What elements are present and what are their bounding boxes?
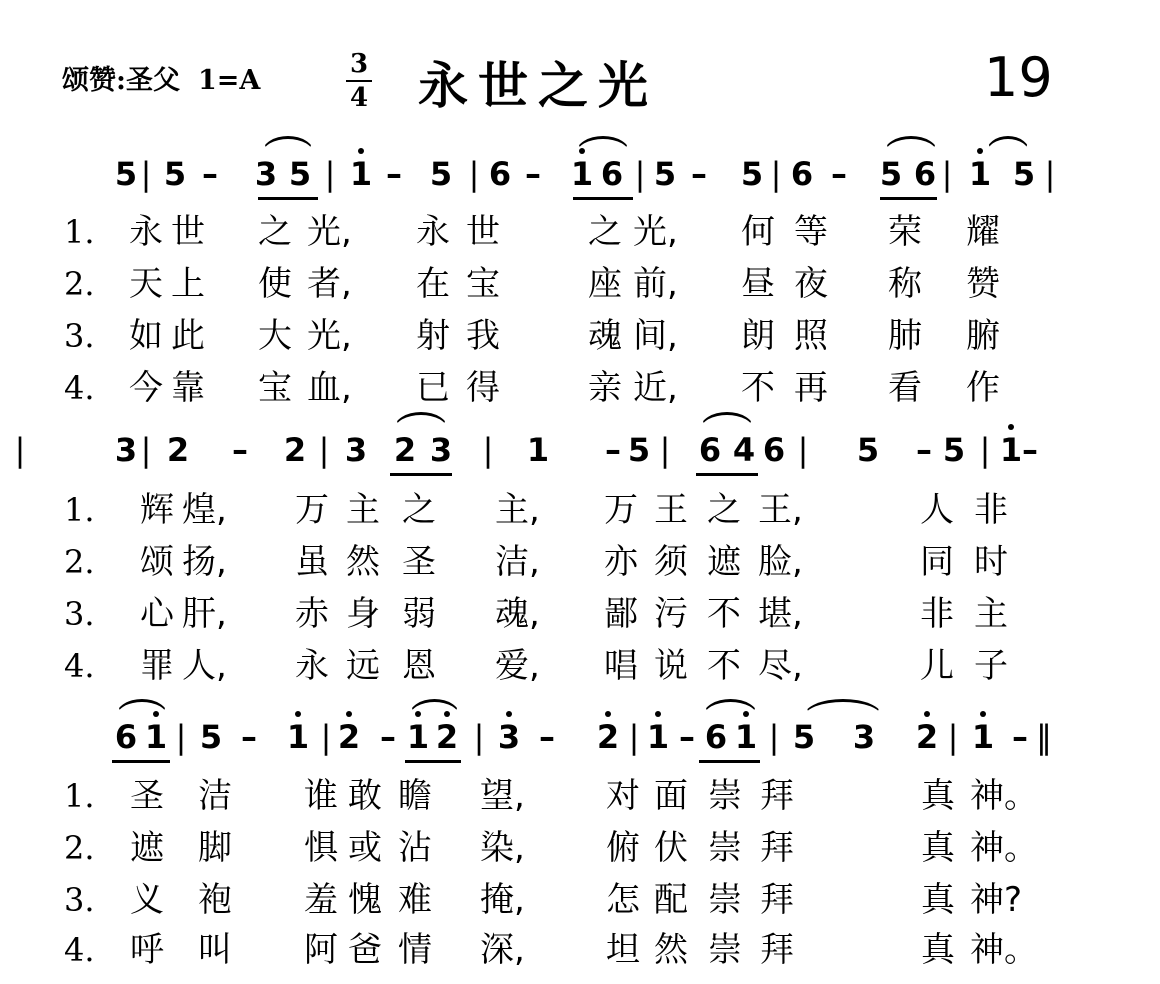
lyric-char: 如	[129, 316, 163, 356]
lyric-char: 崇	[708, 930, 742, 970]
barline: |	[979, 431, 991, 469]
lyric-char: 呼	[130, 930, 164, 970]
barline: |	[140, 155, 152, 193]
note: 5	[879, 155, 903, 193]
lyric-char: 等	[794, 212, 828, 252]
note: 6	[762, 431, 786, 469]
barline: |	[482, 431, 494, 469]
lyric-char: 罪	[140, 646, 174, 686]
hymn-number: 19	[984, 46, 1053, 109]
lyric-char: 对	[606, 776, 640, 816]
verse-number: 2.	[64, 829, 95, 867]
verse-number: 2.	[64, 265, 95, 303]
verse-number: 4.	[64, 647, 95, 685]
lyric-char: 同	[920, 542, 954, 582]
lyric-char: 深,	[480, 930, 525, 970]
lyric-char: 圣	[402, 542, 436, 582]
note: 6	[600, 155, 624, 193]
lyric-char: 鄙	[604, 594, 638, 634]
lyric-char: 伏	[654, 828, 688, 868]
lyric-char: 沾	[398, 828, 432, 868]
lyric-char: 座	[588, 264, 622, 304]
lyric-char: 不	[707, 646, 741, 686]
lyric-char: 扬,	[182, 542, 227, 582]
note: –	[241, 718, 257, 756]
slur	[986, 136, 1030, 153]
barline: |	[320, 718, 332, 756]
lyric-char: 神。	[970, 930, 1038, 970]
hymn-title: 永世之光	[418, 57, 658, 115]
barline: |	[14, 431, 26, 469]
lyric-char: 须	[654, 542, 688, 582]
note: 3	[114, 431, 138, 469]
note: –	[380, 718, 396, 756]
lyric-char: 弱	[402, 594, 436, 634]
lyric-char: 夜	[794, 264, 828, 304]
lyric-char: 染,	[480, 828, 525, 868]
lyric-char: 煌,	[182, 490, 227, 530]
lyric-char: 看	[888, 368, 922, 408]
note: –	[1012, 718, 1028, 756]
lyric-char: 谁	[304, 776, 338, 816]
lyric-char: 真	[921, 776, 955, 816]
lyric-char: 不	[741, 368, 775, 408]
lyric-char: 拜	[760, 776, 794, 816]
note: 3	[254, 155, 278, 193]
lyric-char: 再	[794, 368, 828, 408]
note: 1	[960, 154, 1000, 194]
note: 2	[393, 431, 417, 469]
note: 1	[278, 717, 318, 757]
slur	[700, 412, 754, 429]
lyric-char: 前,	[633, 264, 678, 304]
lyric-char: 血,	[307, 368, 352, 408]
lyric-char: 叫	[198, 930, 232, 970]
lyric-char: 恩	[402, 646, 436, 686]
lyric-char: 不	[707, 594, 741, 634]
lyric-char: 洁,	[495, 542, 540, 582]
lyric-char: 王	[654, 490, 688, 530]
lyric-char: 远	[346, 646, 380, 686]
lyric-char: 崇	[708, 776, 742, 816]
lyric-char: 得	[466, 368, 500, 408]
lyric-char: 爸	[348, 930, 382, 970]
lyric-char: 俯	[606, 828, 640, 868]
slur	[804, 699, 882, 716]
lyric-char: 惧	[304, 828, 338, 868]
lyric-char: 颂	[140, 542, 174, 582]
lyric-char: 拜	[760, 930, 794, 970]
octave-dot	[605, 711, 611, 717]
lyric-char: 敢	[348, 776, 382, 816]
lyric-char: 望,	[480, 776, 525, 816]
beam-underline	[573, 197, 633, 200]
note: –	[605, 431, 621, 469]
note: 5	[942, 431, 966, 469]
lyric-char: 光,	[307, 316, 352, 356]
lyric-char: 之	[588, 212, 622, 252]
lyric-line	[0, 312, 1160, 362]
note: 1	[726, 717, 766, 757]
note: 5	[653, 155, 677, 193]
lyric-line	[0, 208, 1160, 258]
beam-underline	[699, 760, 760, 763]
lyric-char: 神?	[970, 880, 1023, 920]
lyric-char: 配	[654, 880, 688, 920]
barline: |	[473, 718, 485, 756]
lyric-char: 怎	[606, 880, 640, 920]
time-signature	[346, 50, 372, 112]
lyric-char: 照	[794, 316, 828, 356]
slur	[703, 699, 758, 716]
note: 6	[488, 155, 512, 193]
lyric-char: 洁	[198, 776, 232, 816]
lyric-char: 拜	[760, 880, 794, 920]
lyric-char: 脚	[198, 828, 232, 868]
octave-dot	[358, 148, 364, 154]
lyric-char: 心	[140, 594, 174, 634]
beam-underline	[696, 473, 758, 476]
octave-dot	[346, 711, 352, 717]
lyric-char: 赤	[295, 594, 329, 634]
slur	[409, 699, 460, 716]
barline: ‖	[1036, 718, 1052, 756]
lyric-char: 真	[921, 828, 955, 868]
lyric-char: 万	[604, 490, 638, 530]
lyric-char: 之	[258, 212, 292, 252]
beam-underline	[390, 473, 452, 476]
verse-number: 1.	[64, 213, 95, 251]
note: 3	[344, 431, 368, 469]
barline: |	[140, 431, 152, 469]
lyric-char: 肺	[888, 316, 922, 356]
lyric-char: 称	[888, 264, 922, 304]
lyric-char: 我	[466, 316, 500, 356]
lyric-char: 昼	[741, 264, 775, 304]
lyric-char: 亦	[604, 542, 638, 582]
lyric-char: 者,	[307, 264, 352, 304]
lyric-char: 非	[920, 594, 954, 634]
slur	[576, 136, 630, 153]
verse-number: 1.	[64, 491, 95, 529]
barline: |	[324, 155, 336, 193]
lyric-char: 大	[258, 316, 292, 356]
barline: |	[947, 718, 959, 756]
octave-dot	[506, 711, 512, 717]
lyric-char: 阿	[304, 930, 338, 970]
verse-number: 1.	[64, 777, 95, 815]
note: –	[831, 155, 847, 193]
key-signature: 1=A	[197, 65, 261, 96]
verse-number: 3.	[64, 881, 95, 919]
lyric-char: 赞	[966, 264, 1000, 304]
note: –	[916, 431, 932, 469]
lyric-char: 永	[295, 646, 329, 686]
lyric-char: 神。	[970, 828, 1038, 868]
verse-number: 4.	[64, 931, 95, 969]
lyric-char: 坦	[606, 930, 640, 970]
note: 1	[526, 431, 550, 469]
beam-underline	[880, 197, 937, 200]
verse-number: 3.	[64, 595, 95, 633]
lyric-char: 然	[346, 542, 380, 582]
lyric-char: 世	[171, 212, 205, 252]
note: 4	[732, 431, 756, 469]
lyric-char: 身	[346, 594, 380, 634]
lyric-char: 非	[974, 490, 1008, 530]
note: 5	[429, 155, 453, 193]
lyric-char: 王,	[758, 490, 803, 530]
note: –	[691, 155, 707, 193]
barline: |	[659, 431, 671, 469]
lyric-char: 魂,	[495, 594, 540, 634]
lyric-char: 子	[974, 646, 1008, 686]
lyric-char: 说	[654, 646, 688, 686]
lyric-char: 近,	[633, 368, 678, 408]
lyric-char: 崇	[708, 828, 742, 868]
lyric-char: 愧	[348, 880, 382, 920]
lyric-char: 射	[416, 316, 450, 356]
note: 2	[588, 717, 628, 757]
beam-underline	[405, 760, 461, 763]
lyric-char: 瞻	[398, 776, 432, 816]
slur	[116, 699, 168, 716]
note: 1	[341, 154, 381, 194]
lyric-char: 耀	[966, 212, 1000, 252]
slur	[262, 136, 314, 153]
note: 6	[913, 155, 937, 193]
note: 5	[740, 155, 764, 193]
lyric-char: 虽	[295, 542, 329, 582]
note: 5	[114, 155, 138, 193]
note: 6	[698, 431, 722, 469]
lyric-char: 爱,	[495, 646, 540, 686]
lyric-char: 主	[974, 594, 1008, 634]
lyric-char: 何	[741, 212, 775, 252]
verse-number: 4.	[64, 369, 95, 407]
lyric-line	[0, 876, 1160, 926]
note: 3	[852, 718, 876, 756]
lyric-char: 世	[466, 212, 500, 252]
lyric-char: 亲	[588, 368, 622, 408]
lyric-char: 今	[129, 368, 163, 408]
lyric-char: 人,	[182, 646, 227, 686]
note: –	[386, 155, 402, 193]
lyric-char: 神。	[970, 776, 1038, 816]
lyric-char: 之	[402, 490, 436, 530]
lyric-char: 脸,	[758, 542, 803, 582]
note: 3	[429, 431, 453, 469]
lyric-char: 在	[416, 264, 450, 304]
time-signature-top: 3	[349, 49, 369, 79]
lyric-char: 魂	[588, 316, 622, 356]
lyric-char: 面	[654, 776, 688, 816]
time-signature-bottom: 4	[349, 83, 369, 113]
lyric-char: 真	[921, 930, 955, 970]
verse-number: 2.	[64, 543, 95, 581]
lyric-line	[0, 260, 1160, 310]
barline: |	[770, 155, 782, 193]
lyric-line	[0, 364, 1160, 414]
slur	[884, 136, 938, 153]
note: 6	[790, 155, 814, 193]
lyric-char: 人	[920, 490, 954, 530]
lyric-char: 辉	[140, 490, 174, 530]
lyric-line	[0, 538, 1160, 588]
lyric-line	[0, 590, 1160, 640]
lyric-char: 永	[416, 212, 450, 252]
octave-dot	[977, 148, 983, 154]
lyric-char: 宝	[466, 264, 500, 304]
hymn-header	[62, 58, 260, 97]
lyric-char: 拜	[760, 828, 794, 868]
lyric-char: 真	[921, 880, 955, 920]
verse-number: 3.	[64, 317, 95, 355]
note: –	[232, 431, 248, 469]
lyric-line	[0, 642, 1160, 692]
lyric-char: 朗	[741, 316, 775, 356]
barline: |	[628, 718, 640, 756]
note: 2	[329, 717, 369, 757]
lyric-char: 然	[654, 930, 688, 970]
barline: |	[768, 718, 780, 756]
lyric-char: 已	[416, 368, 450, 408]
octave-dot	[980, 711, 986, 717]
lyric-char: 圣	[130, 776, 164, 816]
note: 5	[288, 155, 312, 193]
lyric-char: 靠	[171, 368, 205, 408]
note: 1	[963, 717, 1003, 757]
lyric-char: 掩,	[480, 880, 525, 920]
lyric-char: 作	[966, 368, 1000, 408]
note: 5	[163, 155, 187, 193]
note: –	[525, 155, 541, 193]
note: 2	[427, 717, 467, 757]
lyric-char: 或	[348, 828, 382, 868]
barline: |	[468, 155, 480, 193]
lyric-line	[0, 926, 1160, 976]
lyric-char: 万	[295, 490, 329, 530]
note: 5	[856, 431, 880, 469]
lyric-line	[0, 486, 1160, 536]
lyric-char: 遮	[130, 828, 164, 868]
lyric-char: 之	[707, 490, 741, 530]
octave-dot	[655, 711, 661, 717]
note: 6	[704, 718, 728, 756]
lyric-char: 荣	[888, 212, 922, 252]
lyric-char: 时	[974, 542, 1008, 582]
barline: |	[797, 431, 809, 469]
lyric-char: 主,	[495, 490, 540, 530]
lyric-line	[0, 824, 1160, 874]
lyric-char: 难	[398, 880, 432, 920]
note: 5	[627, 431, 651, 469]
barline: |	[1044, 155, 1056, 193]
note: 2	[166, 431, 190, 469]
barline: |	[634, 155, 646, 193]
lyric-char: 上	[171, 264, 205, 304]
lyric-char: 情	[398, 930, 432, 970]
note: 1	[638, 717, 678, 757]
note: 2	[907, 717, 947, 757]
lyric-char: 尽,	[758, 646, 803, 686]
lyric-char: 堪,	[758, 594, 803, 634]
note: 5	[792, 718, 816, 756]
slur	[394, 412, 448, 429]
lyric-char: 腑	[966, 316, 1000, 356]
note: –	[679, 718, 695, 756]
lyric-char: 宝	[258, 368, 292, 408]
lyric-char: 污	[654, 594, 688, 634]
beam-underline	[258, 197, 318, 200]
note: 1	[398, 717, 438, 757]
note: –	[202, 155, 218, 193]
time-signature-line	[346, 80, 372, 82]
lyric-char: 使	[258, 264, 292, 304]
hymn-category: 颂赞:圣父	[62, 65, 180, 96]
note: 1	[991, 430, 1031, 470]
octave-dot	[295, 711, 301, 717]
barline: |	[175, 718, 187, 756]
note: –	[1022, 431, 1038, 469]
lyric-char: 天	[129, 264, 163, 304]
octave-dot	[924, 711, 930, 717]
note: 1	[136, 717, 176, 757]
lyric-char: 遮	[707, 542, 741, 582]
note: 6	[114, 718, 138, 756]
lyric-char: 此	[171, 316, 205, 356]
lyric-char: 儿	[920, 646, 954, 686]
note: 5	[1012, 155, 1036, 193]
barline: |	[941, 155, 953, 193]
lyric-char: 袍	[198, 880, 232, 920]
lyric-char: 光,	[307, 212, 352, 252]
note: 1	[562, 154, 602, 194]
note: 5	[199, 718, 223, 756]
lyric-line	[0, 772, 1160, 822]
lyric-char: 唱	[604, 646, 638, 686]
beam-underline	[112, 760, 170, 763]
lyric-char: 主	[346, 490, 380, 530]
lyric-char: 义	[130, 880, 164, 920]
lyric-char: 间,	[633, 316, 678, 356]
lyric-char: 永	[129, 212, 163, 252]
lyric-char: 肝,	[182, 594, 227, 634]
note: 3	[489, 717, 529, 757]
note: –	[539, 718, 555, 756]
lyric-char: 崇	[708, 880, 742, 920]
barline: |	[318, 431, 330, 469]
lyric-char: 羞	[304, 880, 338, 920]
lyric-char: 光,	[633, 212, 678, 252]
note: 2	[283, 431, 307, 469]
